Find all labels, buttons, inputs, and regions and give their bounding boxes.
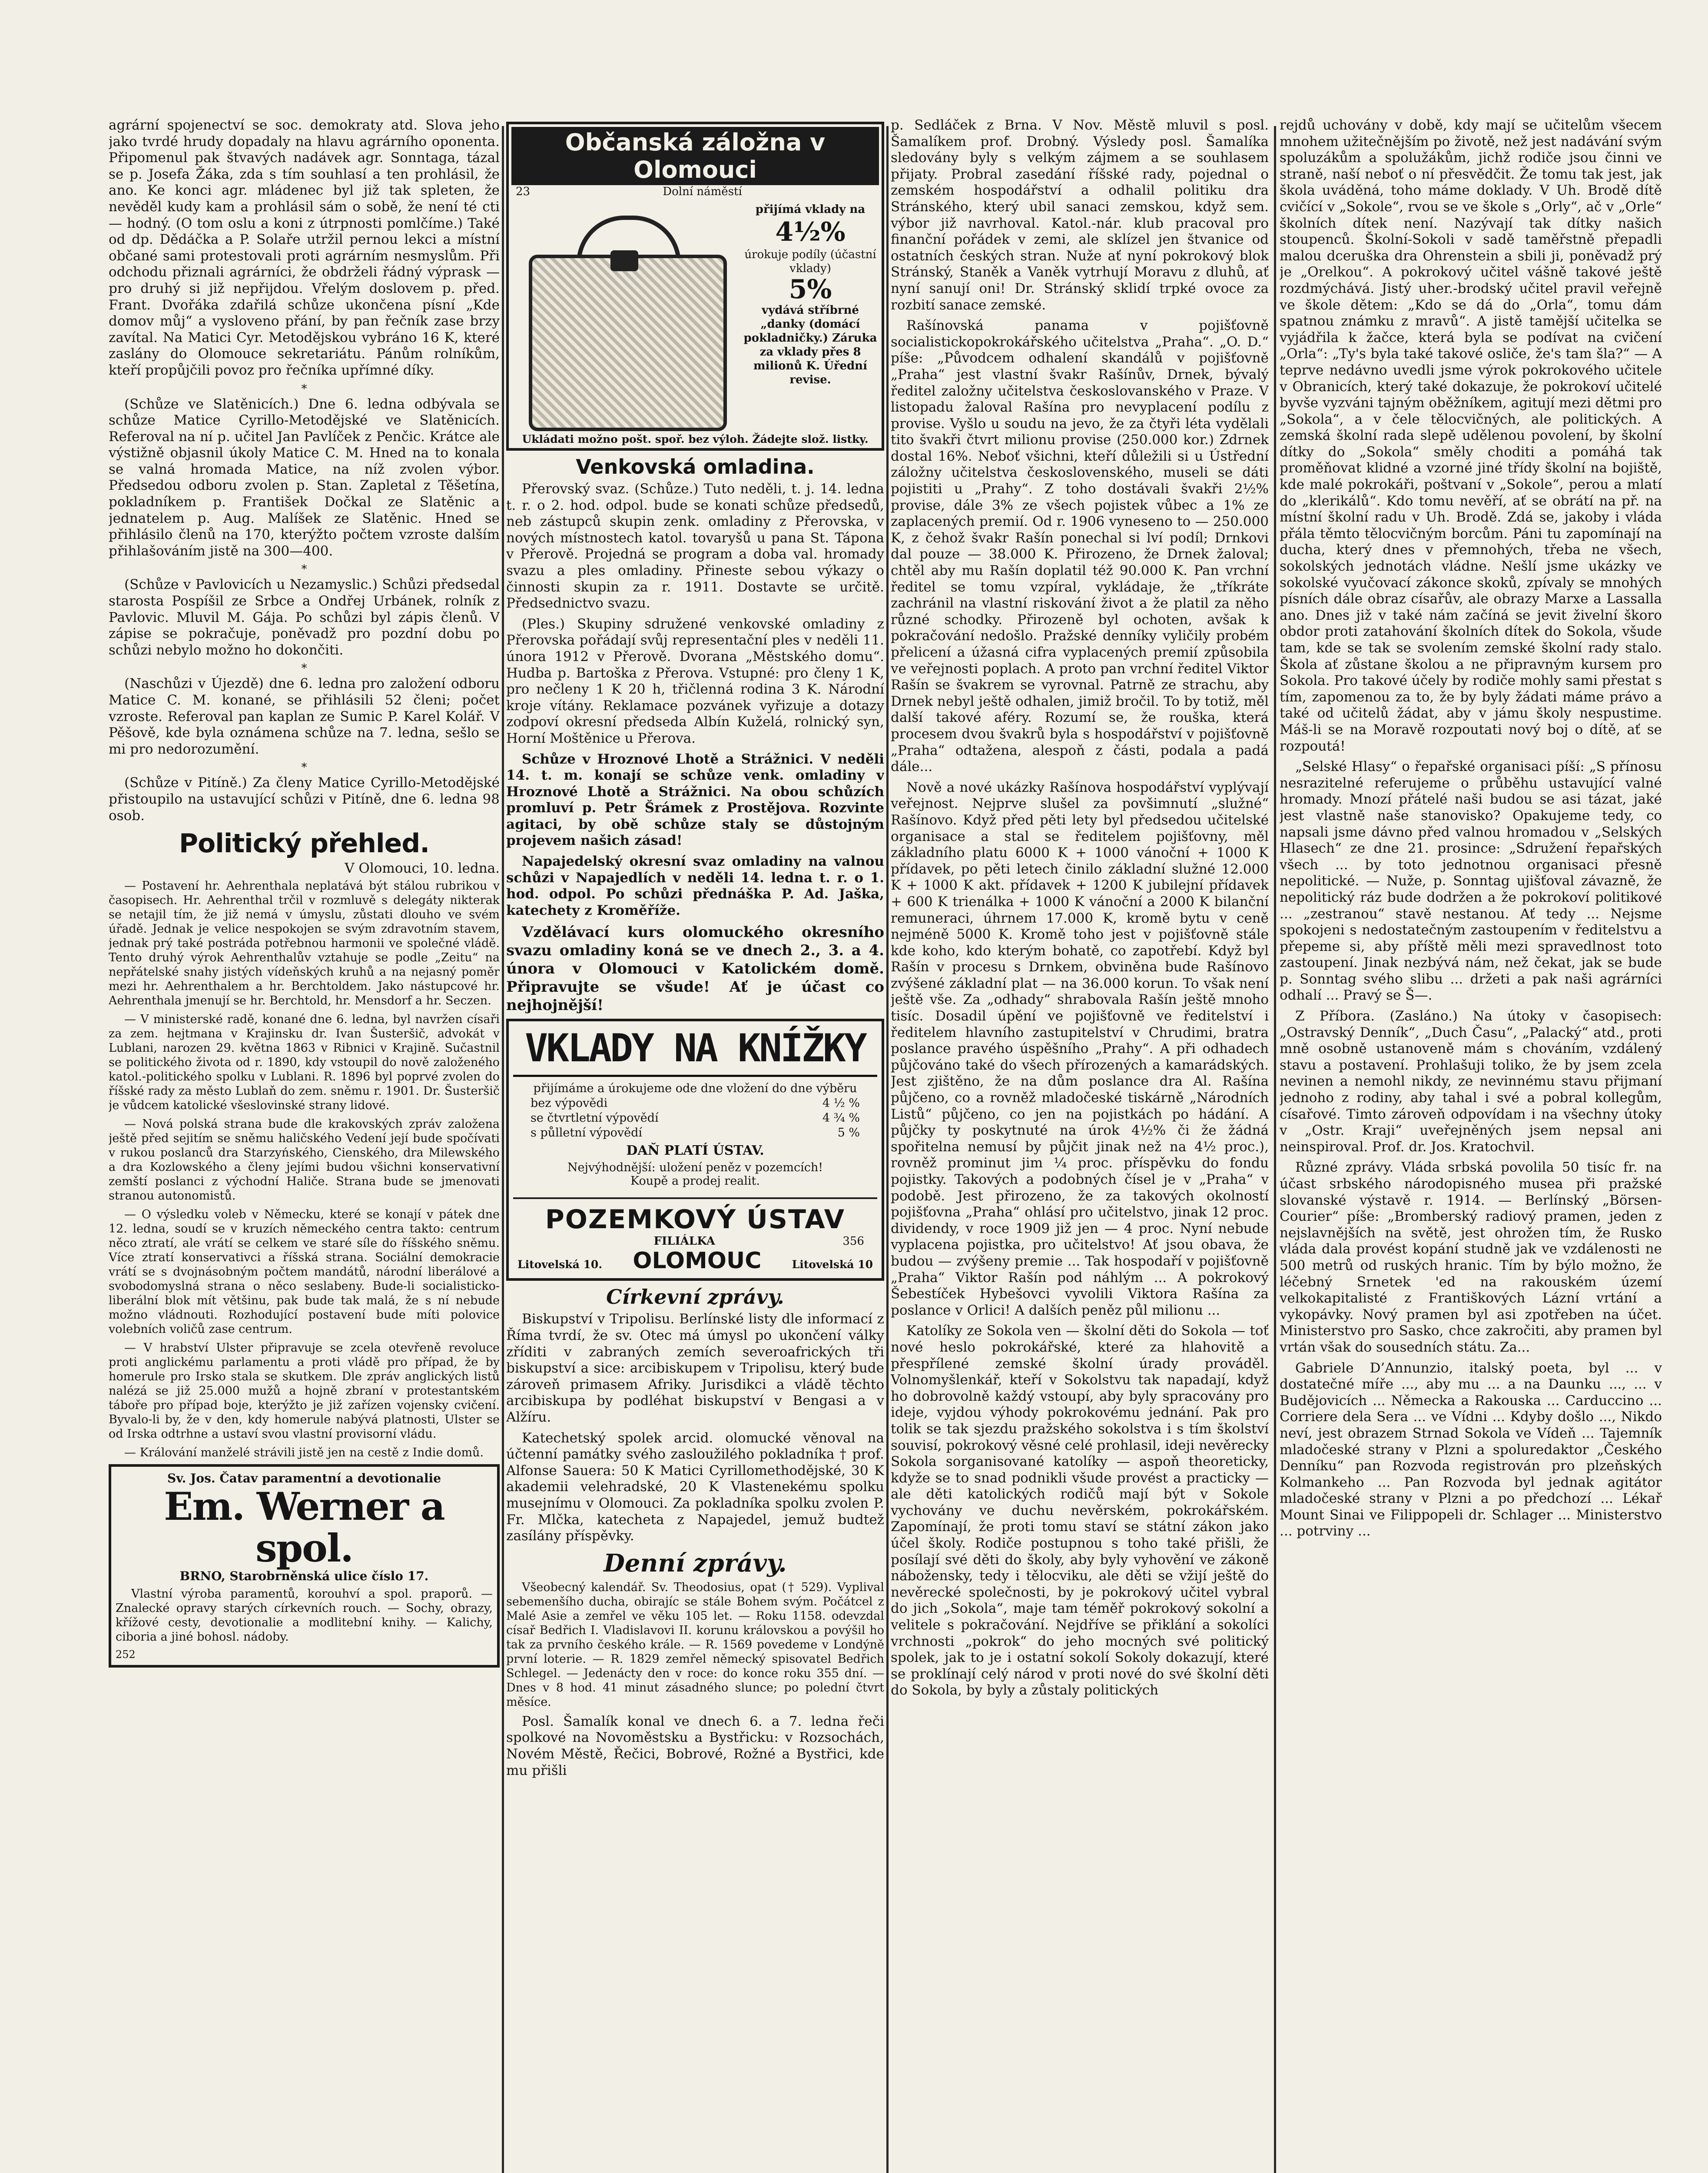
article-paragraph: Nově a nové ukázky Rašínova hospodářství vyplývají veřejnost. Nejprve slušel za povšimnutí „služné“ Rašínovo. Když před pěti lety byl předsedou učitelské organisace a stal se ředitelem pojišťovny, měl základního platu 6000 K + 1000 vánoční + 1000 K přídavek, po pěti letech činilo základní služné 12.000 K + 1000 K akt. přídavek + 1200 K jubilejní přídavek + 600 K trienálka + 1000 K vánoční a 2000 K bilanční remuneraci, úhrnem 17.000 K, kromě bytu v ceně nejméně 5000 K. Kromě toho jest v pojišťovně stále kde koho, kdo kterým bohatě, co zapotřebí. Když byl Rašín v procesu s Drnkem, obviněna bude Rašínovo zvýšené základní plat — na 36.000 korun. To však není ještě vše. Za „odhady“ shrabovala Rašín ještě mnoho tisíc. Dosadil úpění ve pojišťovně ve ředitelství i ředitelem hlavního zastupitelství v Chrudimi, bratra poslance pravého úspěšního „Prahy“. A při odhadech půjčováno také do všech přírozených a kamarádských. Jest zjištěno, že na dům poslance dra Al. Rašína půjčeno, co a rovněž mladočeské tiskárně „Národních Listů“ půjčeno, co jen na pojistkách po hádání. A půjčky ty poskytnuté na úrok 4½% či že žádná spořitelna nemusí by půjčit jinak než na 4½ proc.), rovněž prominut jim ¼ proc. příspěvku do fondu pojistky. Takových a podobných čísel je v „Praha“ v podobě. Jest přirozeno, že za takových okolností pojišťovna „Praha“ ohlásí pro učitelstvo, jinak 12 proc. dividendy, v roce 1909 již jen — 4 proc. Nyní nebude vyplacena pojistka, pro učitelstvo! Ať jsou obava, že budou — zvýšeny premie ... Tak hospodaří v pojišťovně „Praha“ Viktor Rašín pod náhlým ... A pokrokový Šebestíček Hybešovci vyvolili Viktora Rašína za poslance v Orlici! A dalších peněz půl milionu ... [891,779,1269,1318]
bank-rate-2: 5% [789,274,832,305]
article-paragraph: — Nová polská strana bude dle krakovských zpráv založena ještě před sejitím se sněmu haličského Vedení její bude spočívati v rukou poslanců dra Starzyńského, Cienského, dra Milewského a dra Kozlowského a členy jejími budou všichni konservativní zemští poslanci z východní Haliče. Strana bude se jmenovati stranou autonomistů. [109,1117,500,1203]
article-paragraph: Rašínovská panama v pojišťovně socialistickopokrokářského učitelstva „Praha“. „O. D.“ píše: „Původcem odhalení skandálů v pojišťovně „Praha“ jest vlastní švakr Rašínův, Drnek, bývalý ředitel založny učitelstva českoslovanského v Praze. V listopadu žaloval Rašína pro nevyplacení podílu z provise. Vyšlo u soudu na jevo, že za čtyři léta vydělali tito švakři čtvrt milionu provise (250.000 kor.) Zdrnek dostal 16%. Neboť všichni, kteří důležili si u Ústřední záložny učitelstva československého, museli se dáti pojistiti u „Prahy“. Z toho dostávali švakři 2½% provise, dále 3% ze všech pojistek vůbec a 1% ze zaplacených premií. Od r. 1906 vyneseno to — 250.000 K, z čehož švakr Rašín ponechal si lví podíl; Drnkovi dal pouze — 38.000 K. Přirozeno, že Drnek žaloval; chtěl aby mu Rašín doplatil též 90.000 K. Pan vrchní ředitel se tomu vzpíral, vykládaje, že „tříkráte zachránil na vlastní riskování život a že platil za něho různé schodky. Přirozeně byl ochoten, avšak k pokračování nedošlo. Pražské denníky vyličily probém přelicení a úžasná cifra vyplacených premií způsobila ve veřejnosti poplach. A proto pan vrchní ředitel Viktor Rašín se švakrem se vyrovnal. Patrně ze strachu, aby Drnek nebyl ještě odhalen, jimiž bročil. To by totiž, měl další takové aféry. Rozumí se, že rouška, která procesem dvou švakrů byla s hospodářství v pojišťovně „Praha“ odtažena, alespoň z části, podala a padá dále... [891,318,1269,775]
ustav-name: POZEMKOVÝ ÚSTAV [545,1204,846,1235]
bank-advertisement [506,122,884,451]
article-paragraph: Vzdělávací kurs olomuckého okresního svazu omladiny koná se ve dnech 2., 3. a 4. února v Olomouci v Katolickém domě. Připravujte se všude! Ať je účast co nejhojnější! [506,924,884,1014]
article-paragraph: Posl. Šamalík konal ve dnech 6. a 7. ledna řeči spolkové na Novoměstsku a Bystřicku: v Rozsochách, Novém Městě, Řečici, Bobrové, Rožné a Bystřici, kde mu přišli [506,1713,884,1778]
article-paragraph: — Králování manželé strávili jistě jen na cestě z Indie domů. [124,1446,484,1460]
article-paragraph: Gabriele D’Annunzio, italský poeta, byl ... v dostatečné míře ..., aby mu ... a na Daunku ..., ... v Budějovicích ... Německa a Rakouska ... Carduccino ... Corriere dela Sera ... ve Vídni ... Kdyby došlo ..., Nikdo neví, jest obrazem Strnad Sokola ve Vídeň ... Tajemník mladočeské strany v Plzni a spoluredaktor „Českého Denníku“ pan Rozvoda registrován pro plzeňských Kolmankeho ... Pan Rozvoda byl jednak agitátor mladočeské strany v Plzni a po předchozí ... Lékař Mount Sinai ve Filippopeli dr. Schlager ... Ministerstvo ... potrviny ... [1280,1360,1662,1539]
column-1 [109,117,500,2173]
article-paragraph: (Schůze v Pitíně.) Za členy Matice Cyrillo-Metodějské přistoupilo na ustavující schůzi v Pitíně, dne 6. ledna 98 osob. [109,775,500,824]
werner-advertisement [109,1464,500,1668]
vklady-row2-label: se čtvrtletní výpovědí [531,1111,659,1125]
bank-address: Dolní náměstí [663,185,742,198]
bank-title: Občanská záložna v Olomouci [511,127,879,185]
ustav-num: 356 [842,1235,864,1248]
vklady-nejvyhodnejsi: Nejvýhodnější: uložení peněz v pozemcích! [567,1161,823,1175]
vklady-row2-val: 4 ¾ % [822,1111,860,1125]
ustav-addr-left: Litovelská 10. [517,1258,603,1271]
article-paragraph: — O výsledku voleb v Německu, které se konají v pátek dne 12. ledna, soudí se v kruzích německého centra takto: centrum něco ztratí, ale vrátí se celkem ve staré síle do říšského sněmu. Více ztratí konservativci a říšská strana. Sociální demokracie vrátí se s dvojnásobným počtem mandátů, národní liberálové a svobodomyslná strana o něco seslabeny. Bude-li socialisticko-liberální blok mít většinu, pak bude tak malá, že s ní nebude možno vládnouti. Rozhodující postavení bude míti polovice volebních voličů zase centrum. [109,1208,500,1336]
vklady-title: VKLADY NA KNÍŽKY [513,1026,877,1077]
column-rule-3 [1274,126,1276,2173]
vklady-row1-val: 4 ½ % [822,1096,860,1110]
article-paragraph: (Schůze v Pavlovicích u Nezamyslic.) Schůzi předsedal starosta Pospíšil ze Srbce a Ondřej Urbánek, rolník z Pavlovic. Mluvil M. Gája. Po schůzi byl zápis členů. V zápise se pokračuje, poněvadž pro pozdní dobu po schůzi nebylo možno ho dokončiti. [109,577,500,658]
separator-asterisk: * [301,761,307,774]
separator-asterisk: * [301,662,307,675]
article-paragraph: Katolíky ze Sokola ven — školní děti do Sokola — toť nové heslo pokrokářské, které za hlahovitě a přespřílené zemské školní úrady prováděl. Volnomyšlenkář, kteří v Sokolstvu tak napadají, když ho dobrovolně každý vstoupí, aby byly spracovány pro ideje, vyjdou výhody pokrokovému jednání. Pak pro tolik se tak sjezdu pražského sokolstva i s tím školství souvisí, pokrokový věsné celé prohlasil, ideji nevěrecky Sokola sorganisované katolíky — aspoň theoreticky, kdyže se to snad podnikli všude provést a practicky — ale děti katolických rodičů mají být v Sokole vychovány ve duchu nevěrském, pokrokářském. Zapomínají, že proti tomu staví se státní zákon jako účel školy. Rodiče postupnou s toho také přišli, že posílají své děti do školy, aby byly vyhovění ve zákoně nábožensky, tedy i tělocviku, ale děti se vžijí ještě do nevěrecké společnosti, by je pokrokový učitel vybral do jich „Sokola“, maje tam téměř pokrokový sokolní a velitele s pokračování. Nejdříve se přiklání a sokolíci vrchnosti „pokrok“ do jeho mocných své politický spolek, jak to je i ostatní sokolí Sokoly dokazují, které se proklínají celý národ v proti nové do své školní děti do Sokola, by byly a zůstaly politických [891,1323,1269,1698]
article-paragraph: Katechetský spolek arcid. olomucké věnoval na účtenní památky svého zasloužilého pokladníka † prof. Alfonse Sauera: 50 K Matici Cyrillomethodějské, 30 K akademii velehradské, 20 K Vlastenekému spolku musejnímu v Olomouci. Za pokladníka spolku zvolen P. Fr. Mlčka, katecheta z Napajedel, jemuž budtež zasílány příspěvky. [506,1430,884,1544]
vklady-row3-label: s půlletní výpovědí [531,1126,643,1140]
article-paragraph: Z Příbora. (Zasláno.) Na útoky v časopisech: „Ostravský Denník“, „Duch Času“, „Palacký“ atd., proti mně osobně ustanoveně mám s chováním, vzdálený stavu a postavení. Prohlašuji toliko, že by jsem zcela nevinen a nemohl nikdy, ze nevinnému stavu přijmaní jednoho z rodiny, aby tahal i své a pobral kollegům, císařové. Timto zároveň odpovídam i na všechny útoky v „Ostr. Kraji“ uveřejněných jsem nepsal ani neinspiroval. Prof. dr. Jos. Kratochvil. [1280,1008,1662,1155]
werner-num: 252 [116,1648,136,1661]
bank-side-label-2: úrokuje podíly (účastní vklady) [744,248,876,275]
article-paragraph: — V ministerské radě, konané dne 6. ledna, byl navržen císaři za zem. hejtmana v Krajinsku dr. Ivan Šusteršič, advokát v Lublani, narozen 29. května 1863 v Ribnici v Krajině. Sučastnil se politického života od r. 1890, kdy vstoupil do nově založeného katol.-politického spolku v Lublani. R. 1896 byl poprvé zvolen do říšské rady za město Lublaň do zem. sněmu r. 1901. Dr. Šusteršič je vůdcem katolické všeslovinské strany lidové. [109,1013,500,1113]
article-paragraph: Biskupství v Tripolisu. Berlínské listy dle informací z Říma tvrdí, že sv. Otec má úmysl po ukončení války zříditi v zabraných zemích severoafrických tři biskupství a sice: arcibiskupem v Tripolisu, který bude zároveň primasem Afriky. Jurisdikci a vládě těchto arcibiskupa by podléhat biskupství v Bengasi a v Alžíru. [506,1311,884,1425]
werner-name: Em. Werner a spol. [164,1484,444,1571]
article-paragraph: Schůze v Hroznové Lhotě a Strážnici. V neděli 14. t. m. konají se schůze venk. omladiny v Hroznové Lhotě a Strážnici. Na obou schůzích promluví p. Petr Šrámek z Prostějova. Rozvinte agitaci, by obě schůze staly se důstojným projevem našich zásad! [506,751,884,849]
article-paragraph: — Postavení hr. Aehrenthala neplatává být stálou rubrikou v časopisech. Hr. Aehrenthal trčil v rozmluvě s delegáty nikterak se netajil tím, že již nemá v úmyslu, zůstati dlouho ve svém úřadě. Jednak je velice nespokojen se svým zdravotním stavem, jednak prý také postráda potřebnou harmonii ve společné vládě. Tento druhý výrok Aehrenthalův vztahuje se podle „Zeitu“ na nepřátelské snahy jistých vídeňských kruhů a na nejasný poměr mezi hr. Aehrenthalem a hr. Berchtoldem. Jako nástupcové hr. Aehrenthala jmenují se hr. Berchtold, hr. Mensdorf a hr. Seczen. [109,879,500,1008]
article-paragraph: Různé zprávy. Vláda srbská povolila 50 tisíc fr. na účast srbského národopisného musea při pražské slovanské výstavě r. 1914. — Berlínský „Börsen-Courier“ píše: „Bromberský radiový pramen, jeden z nejslavnějších na světě, jest ohrožen tím, že Rusko vláda dala provést kopání studně jak ve vzdálenosti ne 500 metrů od ruských hranic. Tím by býlo možno, že léčebný Srnetek 'ed na rakouském území velkokapitalisté z Františkových Lázní vrtání a vykopávky. Nový pramen byl asi zpotřeben na účet. Ministerstvo pro Sasko, chce zakročiti, aby pramen byl vrtán však do sousedních státu. Za... [1280,1160,1662,1355]
article-paragraph: (Ples.) Skupiny sdružené venkovské omladiny z Přerovska pořádají svůj representační ples v neděli 11. února 1912 v Přerově. Dvorana „Městského domu“. Hudba p. Bartoška z Přerova. Vstupné: pro členy 1 K, pro nečleny 1 K 20 h, třičlenná rodina 3 K. Národní kroje vítány. Reklamace pozvánek vyřizuje a dotazy zodpoví okresní předseda Albín Kuželá, rolnický syn, Horní Moštěnice u Přerova. [506,616,884,746]
bank-side-label: přijímá vklady na [755,203,866,216]
ustav-addr-right: Litovelská 10 [792,1258,873,1271]
handbag-illustration [511,203,737,429]
vklady-row3-val: 5 % [837,1126,860,1140]
vklady-advertisement [506,1019,884,1281]
separator-asterisk: * [301,382,307,395]
article-paragraph: (Schůze ve Slatěnicích.) Dne 6. ledna odbývala se schůze Matice Cyrillo-Metodějské ve Slatěnicích. Referoval na ní p. učitel Jan Pavlíček z Penčic. Krátce ale výstižně objasnil úkoly Matice C. M. Hned na to konala se valná hromada Matice, na níž zvolen výbor. Předsedou odboru zvolen p. Stan. Zapletal z Těšetína, pokladníkem p. František Dočkal ze Slatěnic a jednatelem p. Aug. Malíšek ze Slatěnic. Hned se přihlásilo členů na 170, kterýžto počtem vzroste dalším přihlašováním jistě na 300—400. [109,396,500,559]
article-paragraph: Napajedelský okresní svaz omladiny na valnou schůzi v Napajedlích v neděli 14. ledna t. r. o 1. hod. odpol. Po schůzi přednáška P. Ad. Jaška, katechety z Kroměříže. [506,854,884,918]
vklady-dan: DAŇ PLATÍ ÚSTAV. [626,1143,764,1159]
vklady-koupe: Koupě a prodej realit. [630,1174,760,1188]
ustav-filialka: FILIÁLKA [653,1235,715,1248]
werner-body: Vlastní výroba paramentů, korouhví a spol. praporů. — Znalecké opravy starých církevních rouch. — Sochy, obrazy, křížové cesty, devotionalie a modlitební knihy. — Kalichy, ciboria a jiné bohosl. nádoby. [116,1587,493,1644]
bank-rate-1: 4½% [775,217,846,247]
werner-address: BRNO, Starobrněnská ulice číslo 17. [179,1569,429,1584]
article-paragraph: agrární spojenectví se soc. demokraty atd. Slova jeho jako tvrdé hrudy dopadaly na hlavu agrárního oponenta. Připomenul pak štvavých nadávek agr. Sonntaga, tázal se p. Josefa Žáka, zda s tím souhlasí a ten prohlásil, že ano. Ke konci agr. mládenec byl již tak spleten, že nevěděl kudy kam a prohlásil sám o sobě, že není té cti — hodný. (O tom oslu a koni z útrpnosti pomlčíme.) Také od dp. Dědáčka a P. Solaře utržil pernou lekci a místní občané sami protestovali proti agrárním nesmyslům. Při odchodu přiznali agrárníci, že obdrželi řádný výprask — pro druhý si již nepřijdou. Vřelým doslovem p. před. Frant. Dvořáka zdařilá schůze ukončena písní „Kde domov můj“ a vysloveno přání, by pan řečník zase brzy zavítal. Na Matici Cyr. Metodějskou vybráno 16 K, které zaslány do Olomouce sekretariátu. Pánům rolníkům, kteří propůjčili povoz pro řečníka upřímné díky. [109,117,500,378]
article-paragraph: Přerovský svaz. (Schůze.) Tuto neděli, t. j. 14. ledna t. r. o 2. hod. odpol. bude se konati schůze předsedů, neb zástupců skupin zenk. omladiny z Přerovska, v nových místnostech katol. tovaryšů u pana St. Tápona v Přerově. Projedná se program a doba val. hromady svazu a ples omladiny. Přineste sebou výkazy o činnosti skupin za r. 1911. Dostavte se určitě. Předsednictvo svazu. [506,481,884,611]
article-paragraph: Všeobecný kalendář. Sv. Theodosius, opat († 529). Vyplival sebemenšího ducha, obirajíc se stále Bohem svým. Počátcel z Malé Asie a zemřel ve věku 105 let. — Roku 1158. odevzdal císař Bedřich I. Vladislavovi II. korunu královskou a povýšil ho tak za prvního českého krále. — R. 1569 povedeme v Londýně první loterie. — R. 1829 zemřel německý spisovatel Bedřich Schlegel. — Jedenácty den v roce: do konce roku 355 dní. — Dnes v 8 hod. 41 minut zásadného slunce; po polední čtvrt měsíce. [506,1580,884,1709]
article-paragraph: — V hrabství Ulster připravuje se zcela otevřeně revoluce proti anglickému parlamentu a proti vládě pro případ, že by homerule pro Irsko stala se skutkem. Dle zpráv anglických listů nalézá se již 25.000 mužů a hojně zbraní v protestantském táboře pro případ boje, kterýžto je již zařízen vojensky cvičení. Byvalo-li by, že v den, kdy homerule nabývá platnosti, Ulster se od Irska odtrhne a ustaví svou vlastní provisorní vládu. [109,1341,500,1441]
article-paragraph: „Selské Hlasy“ o řepařské organisaci píší: „S přínosu nesrazitelné referujeme o průběhu ustavující valné hromady. Mnozí přátelé naši budou se asi tázat, jaké jest vlastně naše stanovisko? Opakujeme tedy, co napsali jsme dávno před valnou hromadou v „Selských Hlasech“ ze dne 21. prosince: „Sdružení řepařských všech ... by toto jednotnou organisaci přesně nepolitické. — Nuže, p. Sonntag ujišťoval závazně, že nepolitický ráz bude dodržen a že pokrokoví politikové ... „zestranou“ stavě nestanou. Ať tedy ... Nejsme spokojeni s nedostatečným zastoupením v ředitelstvu a přepeme si, aby příště měli mezi spravedlnost toto zastoupení. Jinak nezbývá nám, než čekat, jak se bude p. Sonntag svého slibu ... držeti a pak naši agrárníci odhalí ... Pravý se Š—. [1280,759,1662,1003]
bank-footer: Ukládati možno pošt. spoř. bez výloh. Žádejte slož. listky. [522,433,869,445]
article-paragraph: p. Sedláček z Brna. V Nov. Městě mluvil s posl. Šamalíkem prof. Drobný. Výsledy posl. Šamalíka sledovány byly s velkým zájmem a se souhlasem přijaty. Probral zasedání říšské rady, pojednal o zemském hospodářství a odhalil politiku dra Stránského, který ubil sanaci zemskou, když sem. výbor již navrhoval. Katol.-nár. klub pracoval pro finanční pořádek v zemi, ale sklízel jen štvanice od ostatních českých stran. Nuže ať nyní pokrokový blok Stránský, Staněk a Vaněk vytrhují Moravu z dluhů, ať nyní sanují oni! Dr. Stránský sklidí trpké ovoce za rozbití sanace zemské. [891,117,1269,313]
section-title-venkov: Venkovská omladina. [576,455,815,478]
separator-asterisk: * [301,563,307,576]
ustav-city: OLOMOUC [633,1248,762,1274]
column-rule-2 [886,126,889,2173]
dateline: V Olomouci, 10. ledna. [345,861,500,877]
werner-top: Sv. Jos. Čatav paramentní a devotionalie [167,1471,441,1486]
bank-num: 23 [516,185,531,198]
section-title-denni: Denní zprávy. [604,1548,787,1578]
vklady-row1-label: bez výpovědi [531,1096,608,1110]
column-2 [506,117,884,2173]
section-title-cirkev: Církevní zprávy. [606,1285,784,1309]
article-paragraph: rejdů uchovány v době, kdy mají se učitelům všecem mnohem užitečnějším po životě, než jest nadávání svým spoluzákům a spolužákům, jichž rodiče jsou činni ve straně, naší neboť o ní přesvědčit. Že tomu tak jest, jak škola uváděná, toho máme doklady. V Uh. Brodě dítě cvičící v „Sokole“, rvou se ve škole s „Orly“, ač v „Orle“ školních dítek není. Nazývají tak dítky našich stoupenců. Školní-Sokoli v sadě taměřstně přepadli malou dceruška dra Ohrenstein a sbili ji, poněvadž prý je „Orelkou“. A pokrokový učitel vášně takové ještě rozdmýchává. Jistý uher.-brodský učitel pravil veřejně ve škole dětem: „Kdo se dá do „Orla“, tomu dám spatnou známku z mravů“. A jistě tamější učitelka se vyjádřila k žačce, která byla se podívat na cvičení „Orla“: „Ty's byla také takové osliče, že's tam šla?“ — A teprve nedávno uvedli jsme výrok pokrokového učitele v Obranicích, který také dokazuje, že pokrokoví učitelé byvše vyzváni tajným oběžníkem, agitují mezi dětmi pro „Sokola“, a v čele tělocvičných, ale politických. A zemská školní rada slepě udělenou povolení, by školní dítky do „Sokola“ směly choditi a pomáhá tak proměňovat klidné a vzorné jiné třídy školní na bojiště, kde malé pokrokáři, poštvaní v „Sokole“, perou a mlatí do „klerikálů“. Kdo tomu nevěří, ať se obrátí na př. na místní školní radu v Uh. Brodě. Zdá se, jakoby i vláda přála těmto tělocvičným borcům. Páni tu zapomínají na ducha, který dnes v přemnohých, třeba ne všech, sokolských jednotách vládne. Nešlí jsme ukázky ve sokolské vyučovací zákonce skoků, zpívaly se mnohých písních dále obraz císařův, ale obrazy Marxe a Lassalla ano. Dnes již v také nám začíná se jevit živelní škoro obdor proti zatahování školních dítek do Sokola, všude tam, kde se tak se svolením zemské školní rady stalo. Škola ať zůstane školou a ne připravným kursem pro Sokola. Pro takové účely by rodiče mohly sami přestat s tím, zapomenou za to, že by byly žádati máme právo a také od učitelů žádat, aby v jámu školy nespustime. Máš-li se na Moravě rozpoutati nový boj o dítě, ať se rozpoutá! [1280,117,1662,754]
article-paragraph: (Naschůzi v Újezdě) dne 6. ledna pro založení odboru Matice C. M. konané, se přihlásili 52 členi; počet vzroste. Referoval pan kaplan ze Sumic P. Karel Kolář. V Pěšově, kde byla oznámena schůze na 7. ledna, sešlo se mi pro nedorozumění. [109,676,500,757]
column-3 [891,117,1269,2173]
vklady-line1: přijímáme a úrokujeme ode dne vložení do dne výběru [533,1082,857,1096]
column-rule-1 [502,126,504,2173]
bank-side-text: vydává stříbrné „danky (domácí pokladničky.) Záruka za vklady přes 8 milionů K. Úřední revise. [743,304,877,386]
column-4 [1280,117,1662,2173]
section-title-politicky: Politický přehled. [179,828,429,859]
